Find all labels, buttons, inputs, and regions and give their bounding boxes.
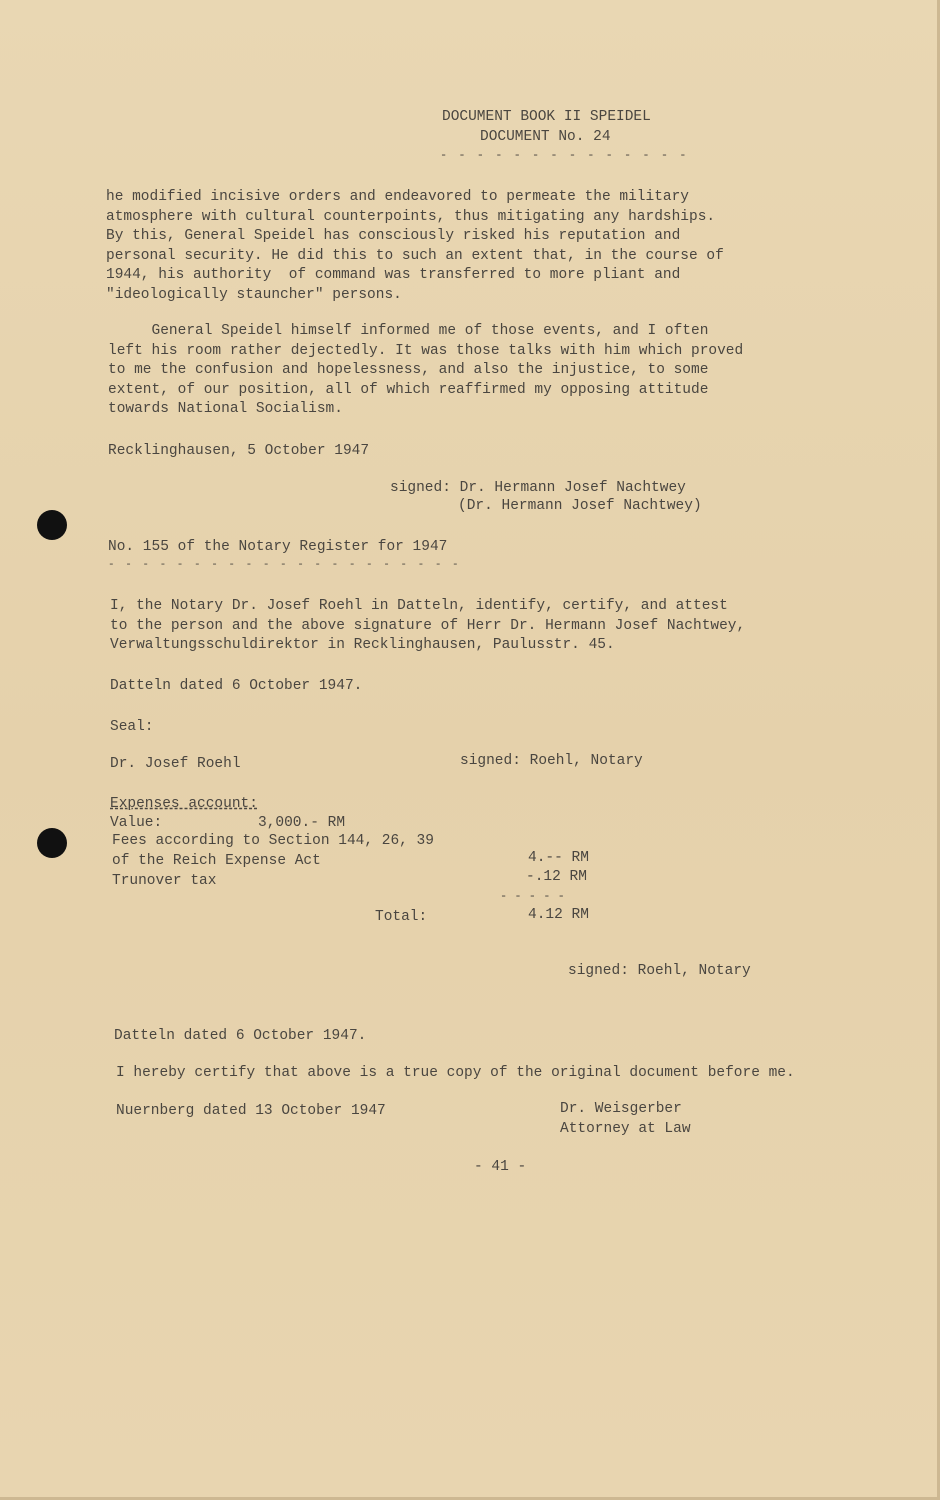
binding-hole — [37, 828, 67, 858]
paragraph-2 — [108, 322, 743, 420]
notary-register: No. 155 of the Notary Register for 1947 — [108, 539, 448, 555]
certification-date: Datteln dated 6 October 1947. — [114, 1028, 367, 1044]
paragraph-1 — [106, 188, 724, 305]
text-line: to me the confusion and hopelessness, and also the injustice, to some — [108, 362, 709, 378]
seal-label: Seal: — [110, 719, 154, 735]
text-line: left his room rather dejectedly. It was those talks with him which proved — [108, 342, 744, 359]
signature-line: signed: Dr. Hermann Josef Nachtwey — [390, 480, 686, 496]
text-line: atmosphere with cultural counterpoints, thus mitigating any hardships. — [106, 208, 716, 225]
total-rule: - - - - - — [500, 889, 565, 903]
attorney-title: Attorney at Law — [560, 1121, 691, 1137]
total-label: Total: — [375, 909, 428, 925]
notary-signature: signed: Roehl, Notary — [460, 753, 643, 769]
text-line: personal security. He did this to such an extent that, in the course of — [106, 247, 724, 264]
certification-statement: I hereby certify that above is a true copy of the original document before me. — [116, 1065, 795, 1081]
notary-date: Datteln dated 6 October 1947. — [110, 678, 363, 694]
expenses-signature: signed: Roehl, Notary — [568, 963, 751, 979]
header-document-number: DOCUMENT No. 24 — [480, 129, 611, 145]
total-amount: 4.12 RM — [528, 907, 589, 923]
binding-hole — [37, 510, 67, 540]
fees-amount: 4.-- RM — [528, 850, 589, 866]
register-rule: - - - - - - - - - - - - - - - - - - - - - — [108, 559, 461, 571]
value-amount: 3,000.- RM — [258, 815, 346, 831]
certification-place-date: Nuernberg dated 13 October 1947 — [116, 1103, 386, 1119]
text-line: "ideologically stauncher" persons. — [106, 286, 402, 303]
text-line: towards National Socialism. — [108, 401, 343, 417]
attestation — [110, 597, 745, 656]
signature-name: (Dr. Hermann Josef Nachtwey) — [458, 498, 702, 514]
place-date: Recklinghausen, 5 October 1947 — [108, 443, 370, 459]
text-line: Verwaltungsschuldirektor in Recklinghausen, Paulusstr. 45. — [110, 637, 615, 653]
fees-line-1: Fees according to Section 144, 26, 39 — [112, 833, 434, 849]
tax-label: Trunover tax — [112, 873, 217, 889]
attorney-name: Dr. Weisgerber — [560, 1101, 682, 1117]
text-line: to the person and the above signature of Herr Dr. Hermann Josef Nachtwey, — [110, 617, 746, 634]
text-line: extent, of our position, all of which reaffirmed my opposing attitude — [108, 381, 709, 398]
header-book-title: DOCUMENT BOOK II SPEIDEL — [442, 109, 651, 125]
value-label: Value: — [110, 815, 163, 831]
notary-name: Dr. Josef Roehl — [110, 756, 241, 772]
text-line: I, the Notary Dr. Josef Roehl in Datteln, identify, certify, and attest — [110, 598, 728, 614]
text-line: he modified incisive orders and endeavored to permeate the military — [106, 189, 689, 205]
text-line: By this, General Speidel has consciously risked his reputation and — [106, 228, 681, 244]
tax-amount: -.12 RM — [526, 869, 587, 885]
fees-line-2: of the Reich Expense Act — [112, 853, 321, 869]
expenses-title: Expenses account: — [110, 796, 258, 812]
text-line: General Speidel himself informed me of those events, and I often — [108, 323, 709, 339]
header-rule: - - - - - - - - - - - - - - — [440, 148, 689, 162]
text-line: 1944, his authority of command was transferred to more pliant and — [106, 267, 681, 283]
page-number: - 41 - — [474, 1159, 527, 1175]
